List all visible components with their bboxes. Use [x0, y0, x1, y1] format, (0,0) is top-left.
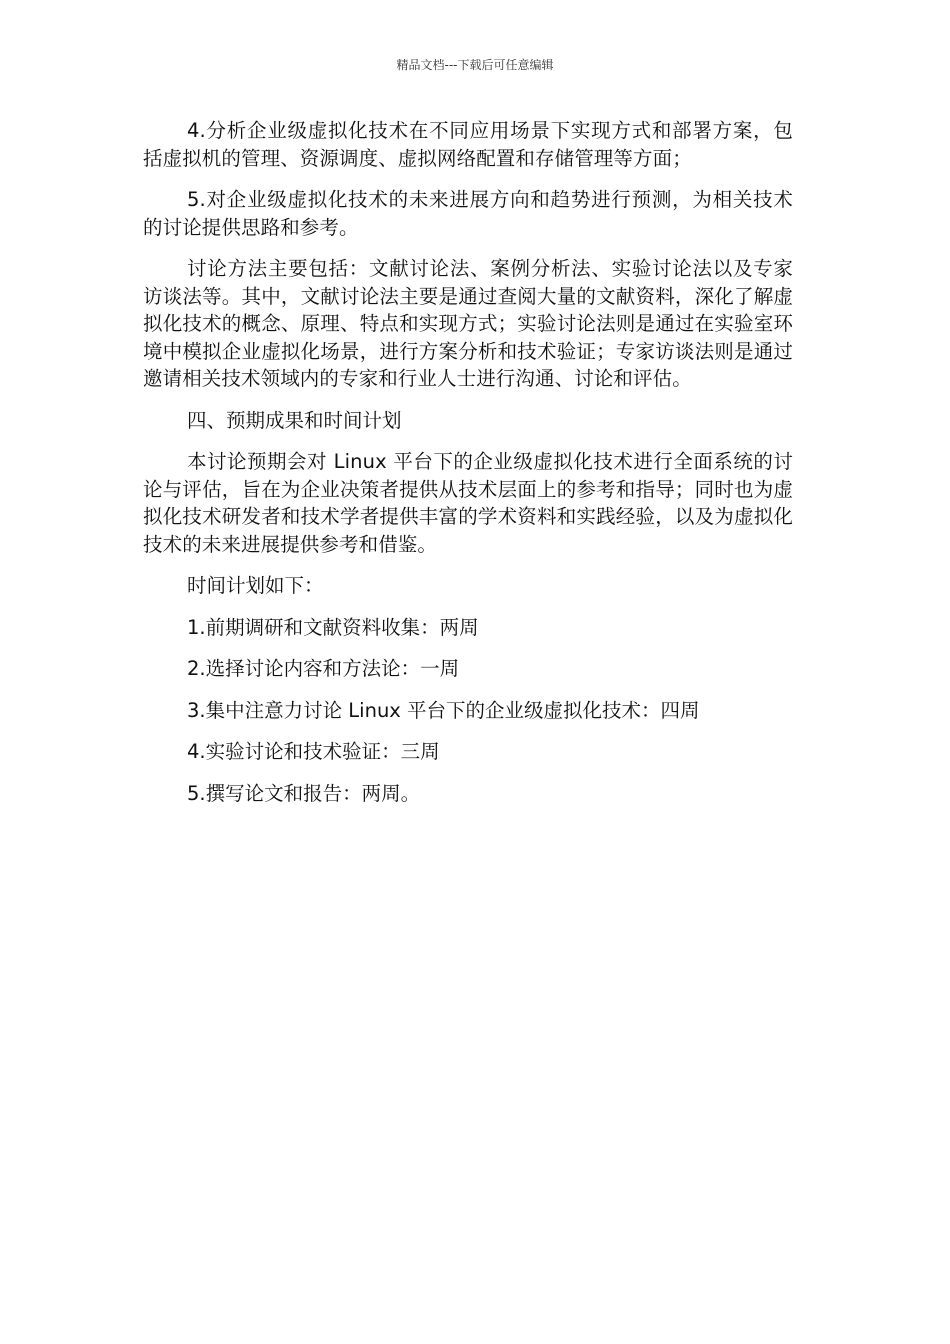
plan-item-2: 2.选择讨论内容和方法论：一周: [187, 657, 460, 680]
document-body: [143, 117, 793, 821]
page-header: 精品文档---下载后可任意编辑: [396, 58, 554, 72]
plan-item-5: 5.撰写论文和报告：两周。: [187, 781, 421, 805]
plan-item-3: 3.集中注意力讨论 Linux 平台下的企业级虚拟化技术：四周: [187, 698, 700, 722]
plan-item-4: 4.实验讨论和技术验证：三周: [187, 740, 440, 763]
objective-item-5: 5.对企业级虚拟化技术的未来进展方向和趋势进行预测，为相关技术的讨论提供思路和参考。: [143, 188, 793, 239]
plan-intro: 时间计划如下：: [187, 574, 324, 597]
expected-results-paragraph: 本讨论预期会对 Linux 平台下的企业级虚拟化技术进行全面系统的讨论与评估，旨在为企业决策者提供从技术层面上的参考和指导；同时也为虚拟化技术研发者和技术学者提供丰富的学术资料和实践经验，以及为虚拟化技术的未来进展提供参考和借鉴。: [143, 450, 793, 556]
methods-paragraph: 讨论方法主要包括：文献讨论法、案例分析法、实验讨论法以及专家访谈法等。其中，文献讨论法主要是通过查阅大量的文献资料，深化了解虚拟化技术的概念、原理、特点和实现方式；实验讨论法则是通过在实验室环境中模拟企业虚拟化场景，进行方案分析和技术验证；专家访谈法则是通过邀请相关技术领域内的专家和行业人士进行沟通、讨论和评估。: [143, 257, 793, 390]
plan-item-1: 1.前期调研和文献资料收集：两周: [187, 615, 479, 639]
time-plan-list: [143, 614, 793, 808]
objective-item-4: 4.分析企业级虚拟化技术在不同应用场景下实现方式和部署方案，包括虚拟机的管理、资源调度、虚拟网络配置和存储管理等方面；: [143, 119, 793, 170]
section-heading: 四、预期成果和时间计划: [187, 408, 402, 432]
